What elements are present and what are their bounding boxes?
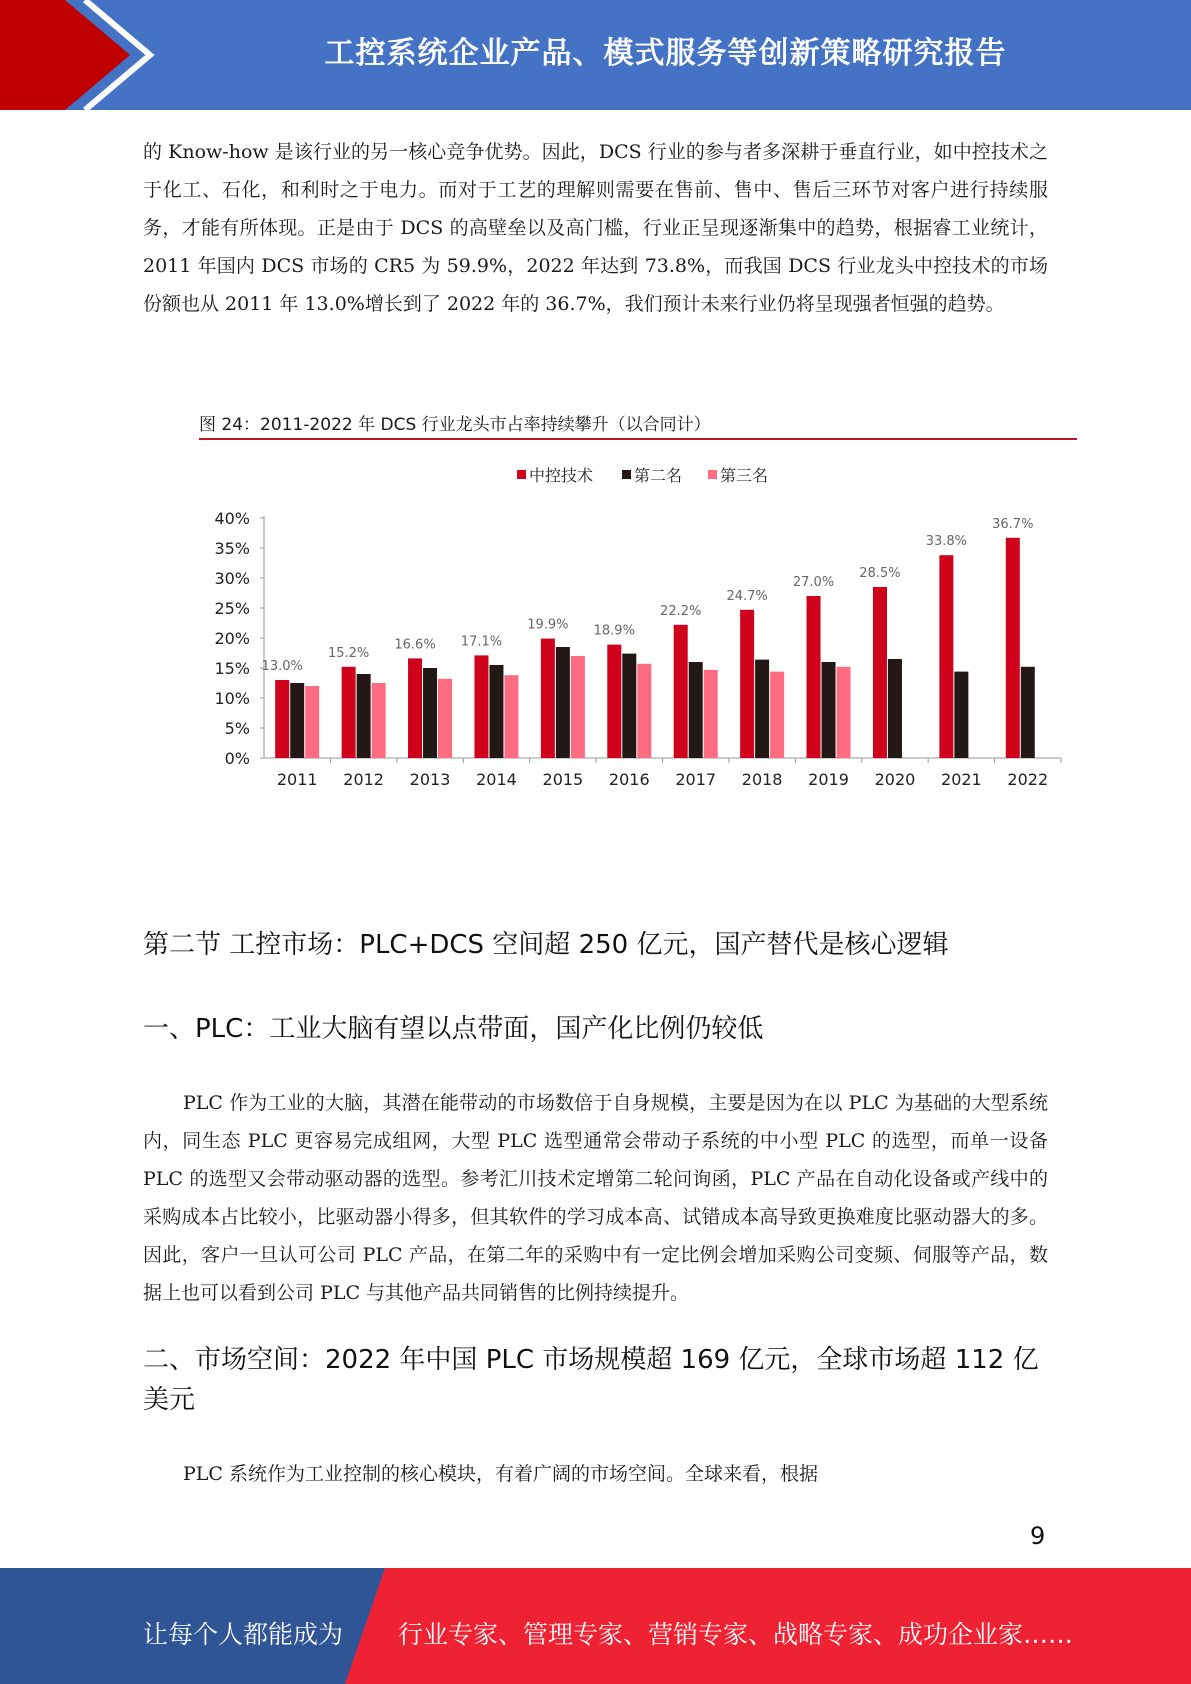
- bar-1: [342, 667, 356, 758]
- y-tick-label: 40%: [214, 509, 250, 528]
- bar-2: [822, 662, 836, 758]
- bar-1: [807, 596, 821, 758]
- bar-3: [770, 672, 784, 758]
- bar-3: [837, 667, 851, 758]
- x-tick-label: 2022: [1007, 770, 1049, 789]
- bar-3: [372, 683, 386, 758]
- page-number: 9: [1030, 1522, 1046, 1550]
- legend-swatch: [517, 470, 526, 479]
- x-tick-label: 2015: [542, 770, 584, 789]
- data-label: 17.1%: [460, 634, 503, 650]
- bar-1: [541, 639, 555, 758]
- x-tick-label: 2019: [808, 770, 849, 789]
- legend-swatch: [708, 470, 717, 479]
- x-tick-label: 2017: [675, 770, 717, 789]
- bar-3: [704, 670, 718, 758]
- data-label: 33.8%: [925, 534, 968, 550]
- y-tick-label: 5%: [224, 719, 250, 738]
- bar-1: [607, 645, 621, 758]
- x-tick-label: 2018: [741, 770, 783, 789]
- bar-1: [873, 587, 887, 758]
- bar-2: [888, 659, 902, 758]
- legend-label: 第三名: [720, 466, 769, 485]
- legend-label: 第二名: [634, 466, 683, 485]
- data-label: 28.5%: [859, 566, 901, 581]
- y-tick-label: 25%: [214, 599, 250, 618]
- report-title: 工控系统企业产品、模式服务等创新策略研究报告: [324, 36, 1007, 71]
- body-paragraph-3: PLC 系统作为工业控制的核心模块，有着广阔的市场空间。全球来看，根据: [183, 1463, 818, 1485]
- bar-2: [489, 665, 503, 758]
- bar-2: [689, 662, 703, 758]
- figure-title: 图 24：2011-2022 年 DCS 行业龙头市占率持续攀升（以合同计）: [199, 410, 1077, 440]
- legend-label: 中控技术: [529, 466, 594, 485]
- bar-1: [939, 555, 953, 758]
- body-paragraph-2: PLC 作为工业的大脑，其潜在能带动的市场数倍于自身规模，主要是因为在以 PLC 为基础的大型系统内，同生态 PLC 更容易完成组网，大型 PLC 选型通常会带动子系统的中小型 PLC 的选型，而单一设备 PLC 的选型又会带动驱动器的选型。参考汇川技术定增第二轮问询函，PLC 产品在自动化设备或产线中的采购成本占比较小，比驱动器小得多，但其软件的学习成本高、试错成本高导致更换难度比驱动器大的多。因此，客户一旦认可公司 PLC 产品，在第二年的采购中有一定比例会增加采购公司变频、伺服等产品，数据上也可以看到公司 PLC 与其他产品共同销售的比例持续提升。: [143, 1092, 1048, 1304]
- bar-2: [622, 654, 636, 758]
- page-header: [0, 0, 1191, 110]
- bar-3: [571, 656, 585, 758]
- data-label: 16.6%: [394, 637, 436, 653]
- bar-3: [637, 664, 651, 758]
- bar-3: [305, 686, 319, 758]
- bar-2: [357, 674, 371, 758]
- page-footer: [0, 1568, 1191, 1684]
- bar-2: [954, 672, 968, 758]
- bar-1: [474, 655, 488, 758]
- bar-2: [1021, 667, 1035, 758]
- data-label: 27.0%: [792, 575, 835, 590]
- data-label: 22.2%: [660, 603, 702, 619]
- x-tick-label: 2013: [409, 770, 451, 789]
- y-tick-label: 30%: [214, 569, 250, 588]
- section-heading: 第二节 工控市场：PLC+DCS 空间超 250 亿元，国产替代是核心逻辑: [143, 930, 949, 960]
- bar-1: [674, 625, 688, 758]
- body-paragraph-1: 的 Know-how 是该行业的另一核心竞争优势。因此，DCS 行业的参与者多深耕于垂直行业，如中控技术之于化工、石化，和利时之于电力。而对于工艺的理解则需要在售前、售中、售后三环节对客户进行持续服务，才能有所体现。正是由于 DCS 的高壁垒以及高门槛，行业正呈现逐渐集中的趋势，根据睿工业统计，2011 年国内 DCS 市场的 CR5 为 59.9%，2022 年达到 73.8%，而我国 DCS 行业龙头中控技术的市场份额也从 2011 年 13.0%增长到了 2022 年的 36.7%，我们预计未来行业仍将呈现强者恒强的趋势。: [143, 141, 1048, 315]
- y-tick-label: 20%: [214, 629, 250, 648]
- bar-1: [1006, 538, 1020, 758]
- bar-3: [504, 675, 518, 758]
- bar-2: [423, 668, 437, 758]
- footer-slogan-left: 让每个人都能成为: [143, 1620, 344, 1649]
- data-label: 18.9%: [593, 623, 635, 639]
- footer-slogan-right: 行业专家、管理专家、营销专家、战略专家、成功企业家……: [398, 1620, 1074, 1649]
- x-tick-label: 2011: [276, 770, 318, 789]
- x-tick-label: 2014: [476, 770, 517, 789]
- bar-2: [755, 660, 769, 758]
- data-label: 24.7%: [726, 588, 768, 604]
- data-label: 36.7%: [992, 516, 1034, 532]
- y-tick-label: 15%: [214, 659, 250, 678]
- legend-swatch: [622, 470, 631, 479]
- subsection-heading-market: 二、市场空间：2022 年中国 PLC 市场规模超 169 亿元，全球市场超 112 亿美元: [143, 1345, 1039, 1415]
- data-label: 19.9%: [527, 617, 569, 633]
- bar-2: [556, 647, 570, 758]
- data-label: 15.2%: [327, 645, 370, 661]
- subsection-heading-plc: 一、PLC：工业大脑有望以点带面，国产化比例仍较低: [143, 1014, 764, 1044]
- x-tick-label: 2021: [941, 770, 982, 789]
- bar-1: [740, 610, 754, 758]
- y-tick-label: 35%: [214, 539, 250, 558]
- bar-3: [438, 679, 452, 758]
- x-tick-label: 2012: [343, 770, 384, 789]
- y-tick-label: 0%: [224, 749, 250, 768]
- bar-2: [290, 683, 304, 758]
- bar-chart: [199, 455, 1077, 800]
- x-tick-label: 2020: [874, 770, 916, 789]
- data-label: 13.0%: [261, 659, 303, 674]
- y-tick-label: 10%: [214, 689, 250, 708]
- bar-1: [275, 680, 289, 758]
- bar-1: [408, 658, 422, 758]
- x-tick-label: 2016: [608, 770, 650, 789]
